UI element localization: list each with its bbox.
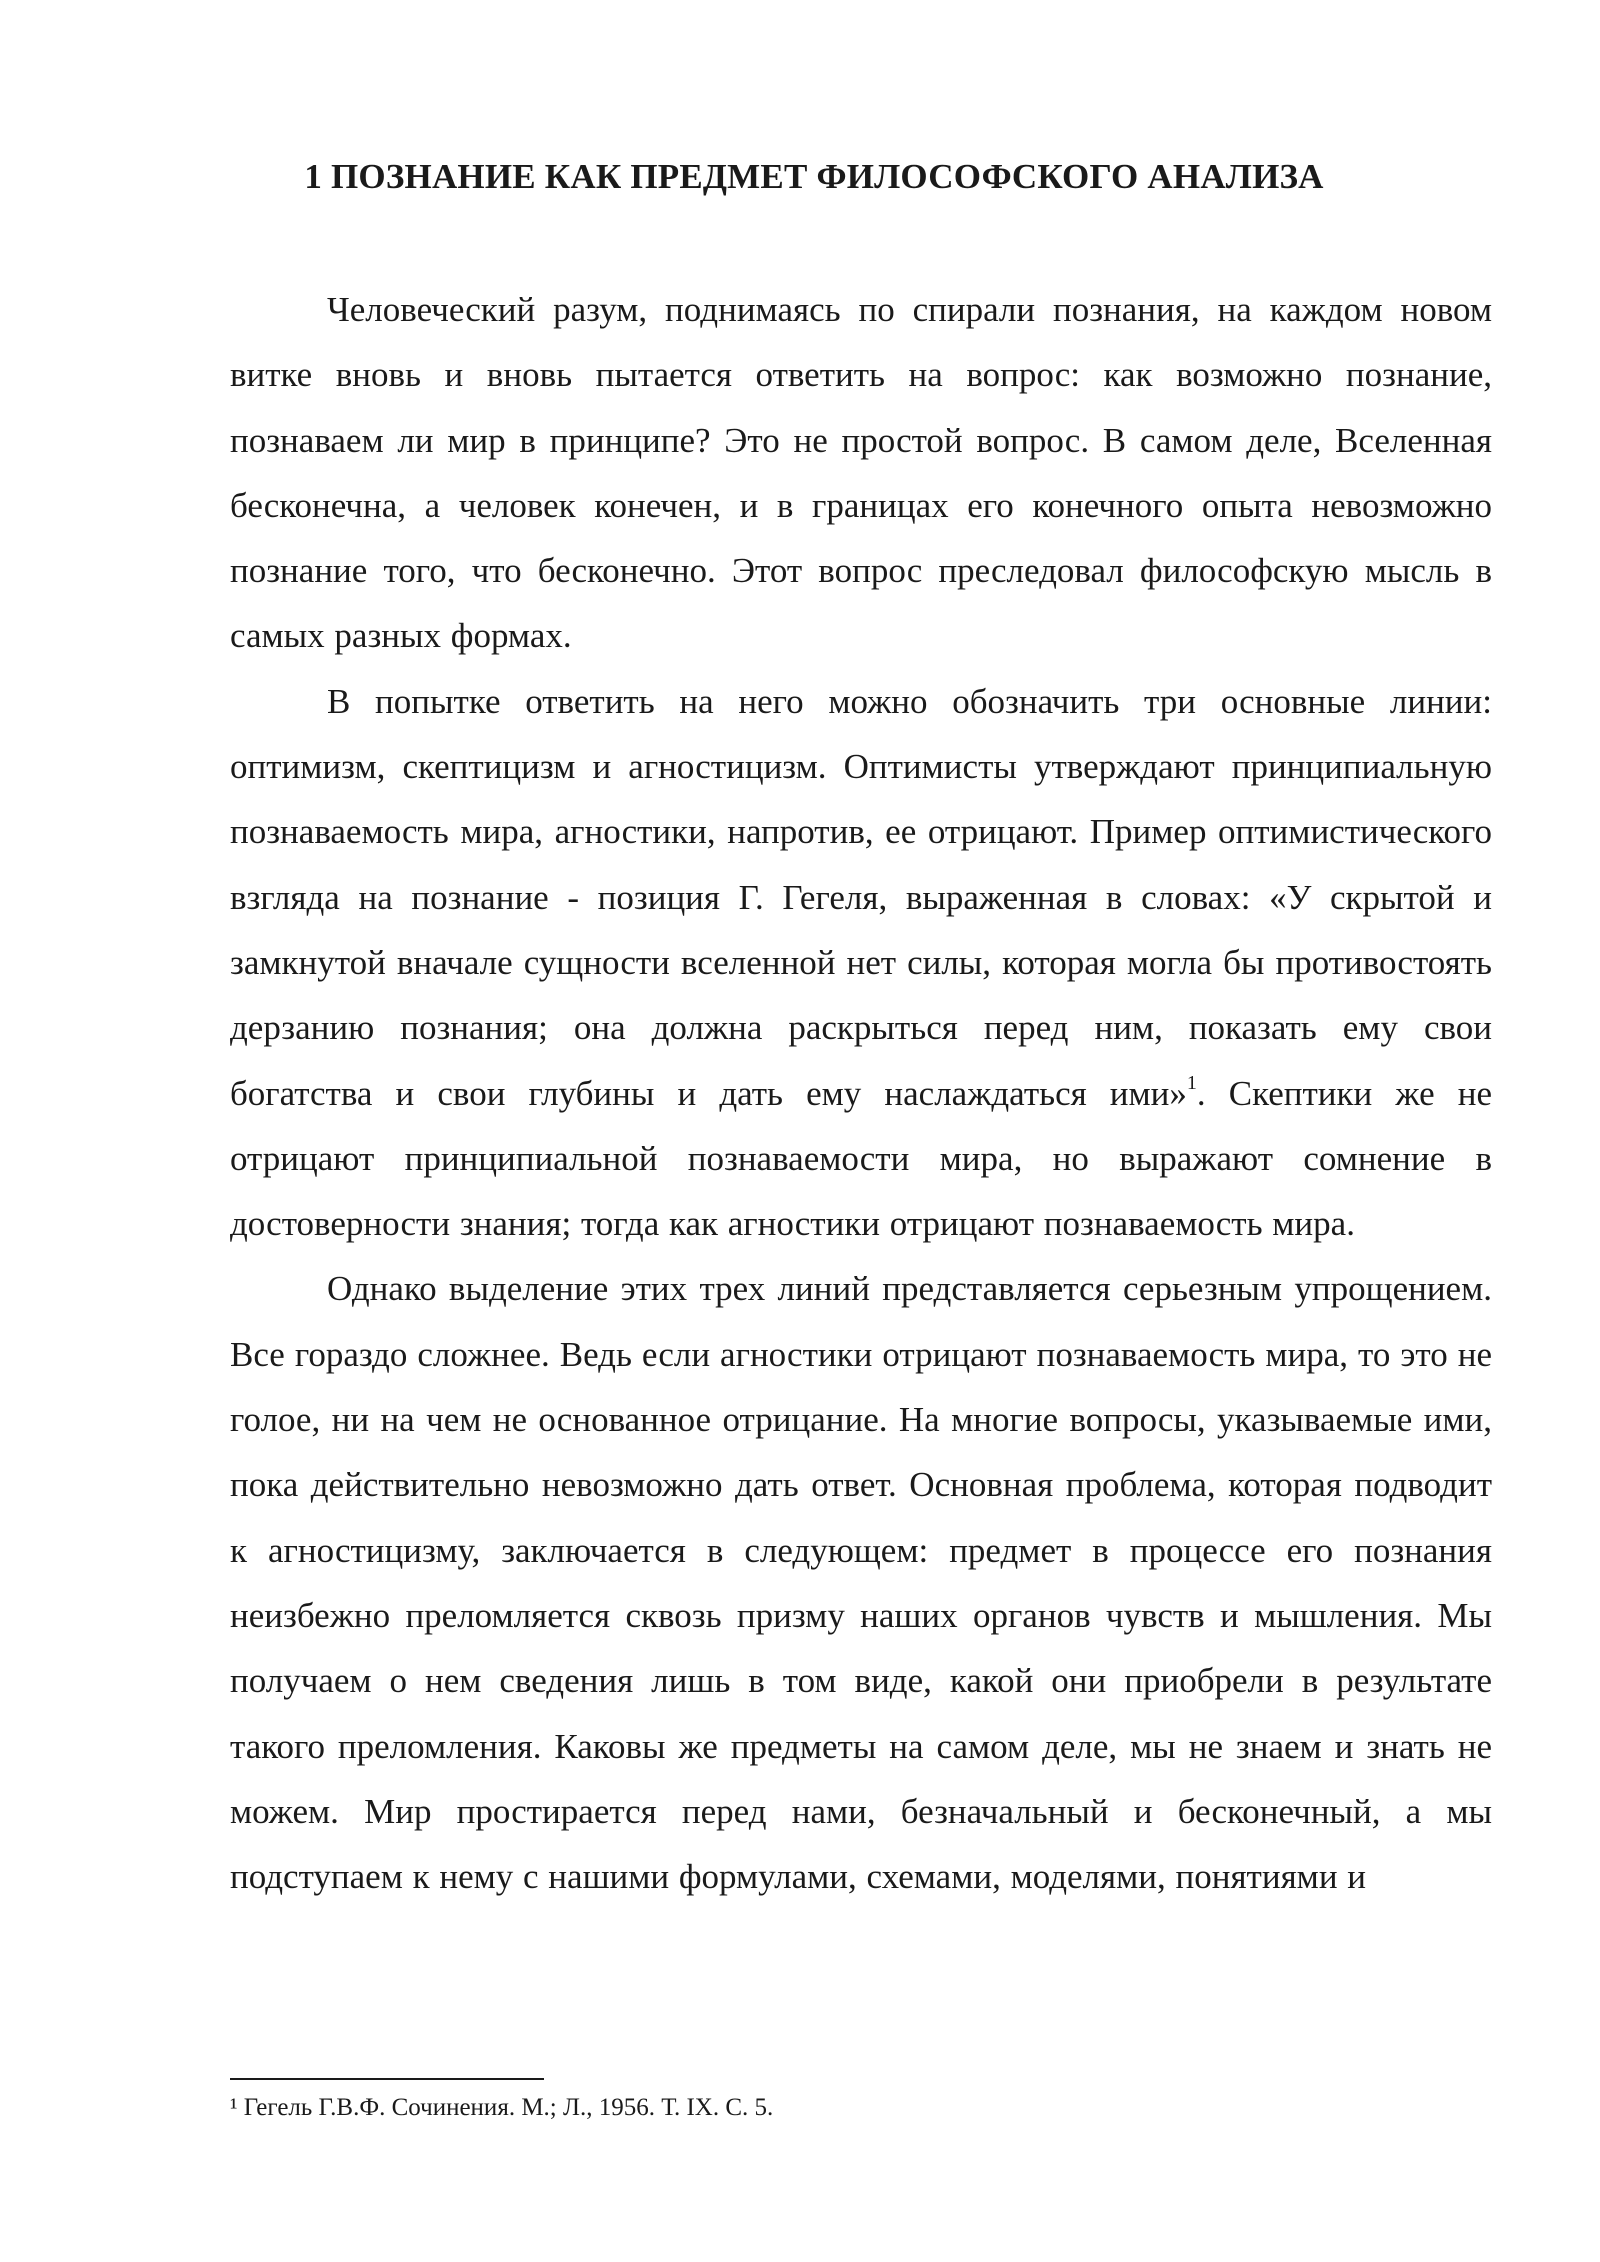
body-text — [230, 277, 1492, 1909]
section-heading: 1 ПОЗНАНИЕ КАК ПРЕДМЕТ ФИЛОСОФСКОГО АНАЛИЗА — [304, 157, 1324, 196]
paragraph-3: Однако выделение этих трех линий представляется серьезным упрощением. Все гораздо сложнее. Ведь если агностики отрицают познаваемость мира, то это не голое, ни на чем не основанное отрицание. На многие вопросы, указываемые ими, пока действительно невозможно дать ответ. Основная проблема, которая подводит к агностицизму, заключается в следующем: предмет в процессе его познания неизбежно преломляется сквозь призму наших органов чувств и мышления. Мы получаем о нем сведения лишь в том виде, какой они приобрели в результате такого преломления. Каковы же предметы на самом деле, мы не знаем и знать не можем. Мир простирается перед нами, безначальный и бесконечный, а мы подступаем к нему с нашими формулами, схемами, моделями, понятиями и — [230, 1269, 1492, 1897]
footnote-reference[interactable]: 1 — [1186, 1071, 1197, 1094]
footnote — [230, 2090, 1492, 2126]
paragraph-2-text-after: . Скептики же не отрицают принципиальной познаваемости мира, но выражают сомнение в достоверности знания; тогда как агностики отрицают познаваемость мира. — [230, 1073, 1492, 1244]
footnote-marker: ¹ — [230, 2094, 238, 2121]
footnote-text: Гегель Г.В.Ф. Сочинения. М.; Л., 1956. Т. IX. С. 5. — [243, 2094, 774, 2121]
paragraph-2-text-before: В попытке ответить на него можно обозначить три основные линии: оптимизм, скептицизм и агностицизм. Оптимисты утверждают принципиальную познаваемость мира, агностики, напротив, ее отрицают. Пример оптимистического взгляда на познание - позиция Г. Гегеля, выраженная в словах: «У скрытой и замкнутой вначале сущности вселенной нет силы, которая могла бы противостоять дерзанию познания; она должна раскрыться перед ним, показать ему свои богатства и свои глубины и дать ему наслаждаться ими» — [230, 681, 1492, 1113]
paragraph-2 — [230, 669, 1492, 1257]
footnote-separator — [230, 2078, 544, 2080]
paragraph-1: Человеческий разум, поднимаясь по спирали познания, на каждом новом витке вновь и вновь пытается ответить на вопрос: как возможно познание, познаваем ли мир в принципе? Это не простой вопрос. В самом деле, Вселенная бесконечна, а человек конечен, и в границах его конечного опыта невозможно познание того, что бесконечно. Этот вопрос преследовал философскую мысль в самых разных формах. — [230, 290, 1492, 656]
